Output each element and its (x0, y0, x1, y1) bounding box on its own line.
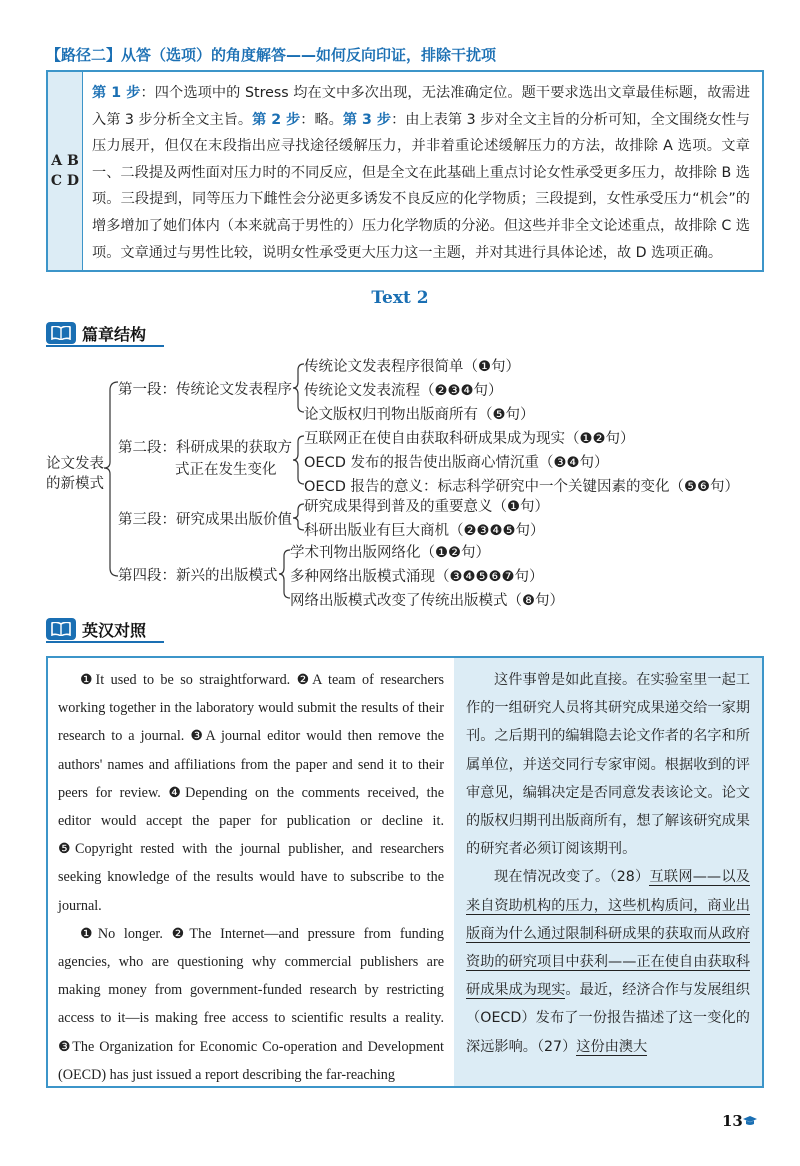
structure-root (46, 454, 110, 494)
root-line2: 的新模式 (46, 476, 104, 492)
chinese-p2-intro: 现在情况改变了。（28） (494, 869, 650, 886)
section2-item3: OECD 报告的意义：标志科学研究中一个关键因素的变化（❺❻句） (304, 479, 739, 495)
step3-text: ：由上表第 3 步对全文主旨的分析可知，全文围绕女性与压力展开，但仅在末段指出应寻找途径缓解压力，并非着重论述缓解压力的方法，故排除 A 选项。文章一、二段提及两性面对压力时的不同反应，但是全文在此基础上重点讨论女性承受更多压力，故排除 B 选项。三段提到，同等压力下雌性会分泌更多诱发不良反应的化学物质；三段提到，女性承受压力“机会”的增多增加了她们体内（本来就高于男性的）压力化学物质的分泌。但这些并非全文论述重点，故排除 C 选项。文章通过与男性比较，说明女性承受更大压力这一主题，并对其进行具体论述，故 D 选项正确。 (92, 111, 750, 261)
step3-label: 第 3 步 (342, 111, 392, 128)
options-label-line2: C D (50, 173, 80, 189)
answer-underline-27: 这份由澳大 (576, 1038, 648, 1055)
translation-heading-text: 英汉对照 (82, 620, 147, 640)
section3-item1: 研究成果得到普及的重要意义（❶句） (304, 499, 549, 515)
chinese-paragraph-1: 这件事曾是如此直接。在实验室里一起工作的一组研究人员将其研究成果递交给一家期刊。之后期刊的编辑隐去论文作者的名字和所属单位，并送交同行专家审阅。根据收到的评审意见，编辑决定是否同意发表该论文。论文的版权归期刊出版商所有，想了解该研究成果的研究者必须订阅该期刊。 (466, 672, 750, 858)
section4-item2: 多种网络出版模式涌现（❸❹❺❻❼句） (290, 569, 544, 585)
open-book-icon (46, 322, 76, 344)
section2-item2: OECD 发布的报告使出版商心情沉重（❸❹句） (304, 455, 609, 471)
options-label (48, 72, 83, 270)
translation-panel (46, 656, 764, 1088)
route-box (46, 70, 764, 272)
section3-item2: 科研出版业有巨大商机（❷❸❹❺句） (304, 523, 545, 539)
english-paragraph-1: ❶It used to be so straightforward. ❷A team of researchers working together in the laboratory would submit the results of their research to a journal. ❸A journal editor would then remove the authors' names and affiliations from the paper and send it to their peers for review. ❹Depending on the comments received, the editor would accept the paper for publication or decline it. ❺Copyright rested with the journal publisher, and researchers seeking knowledge of the results would have to subscribe to the journal. (58, 672, 444, 914)
section1-item1: 传统论文发表程序很简单（❶句） (304, 359, 520, 375)
structure-diagram (0, 350, 800, 612)
chinese-paragraph-2 (466, 863, 750, 1060)
heading-rule (46, 641, 164, 643)
section1-item3: 论文版权归刊物出版商所有（❺句） (304, 407, 535, 423)
section4-item3: 网络出版模式改变了传统出版模式（❽句） (290, 593, 564, 609)
english-column (48, 658, 454, 1086)
heading-rule (46, 345, 164, 347)
route-header: 【路径二】从答（选项）的角度解答——如何反向印证，排除干扰项 (46, 46, 497, 64)
page-number: 13 (722, 1112, 743, 1130)
section4-item1: 学术刊物出版网络化（❶❷句） (290, 545, 490, 561)
options-label-line1: A B (51, 153, 79, 169)
chinese-p2-mid: 。最近，经济合作与发展组织（OECD）发布了一份报告描述了这一变化的深远影响。（27） (466, 982, 750, 1055)
section4-label: 第四段：新兴的出版模式 (118, 568, 278, 584)
section2-label-line1: 第二段：科研成果的获取方 (118, 440, 292, 456)
english-paragraph-2: ❶No longer. ❷The Internet—and pressure from funding agencies, who are questioning why commercial publishers are making money from government-funded research by restricting access to it—is making free access to scientific results a reality. ❸The Organization for Economic Co-operation and Development (OECD) has just issued a report describing the far-reaching (58, 925, 444, 1083)
chinese-column (454, 658, 762, 1086)
open-book-icon (46, 618, 76, 640)
section3-label: 第三段：研究成果出版价值 (118, 512, 292, 528)
structure-heading-text: 篇章结构 (82, 324, 147, 344)
section2-label-line2: 式正在发生变化 (175, 462, 277, 478)
answer-underline-28: 互联网——以及来自资助机构的压力，这些机构质问，商业出版商为什么通过限制科研成果的获取而从政府资助的研究项目中获利——正在使自由获取科研成果成为现实 (466, 869, 750, 999)
step2-text: ：略。 (300, 111, 343, 128)
route-analysis (83, 72, 762, 270)
step1-label: 第 1 步 (92, 85, 141, 101)
root-line1: 论文发表 (46, 456, 104, 472)
section1-item2: 传统论文发表流程（❷❸❹句） (304, 383, 503, 399)
graduation-cap-icon (742, 1115, 758, 1127)
section1-label: 第一段：传统论文发表程序 (118, 382, 292, 398)
translation-heading (46, 616, 146, 642)
step2-label: 第 2 步 (252, 111, 301, 128)
structure-heading (46, 320, 146, 346)
section2-item1: 互联网正在使自由获取科研成果成为现实（❶❷句） (304, 431, 635, 447)
step1-text: ：四个选项中的 Stress 均在文中多次出现，无法准确定位。题干要求选出文章最佳标题，故需进入第 3 步分析全文主旨。 (92, 85, 750, 128)
text-title: Text 2 (371, 288, 429, 308)
